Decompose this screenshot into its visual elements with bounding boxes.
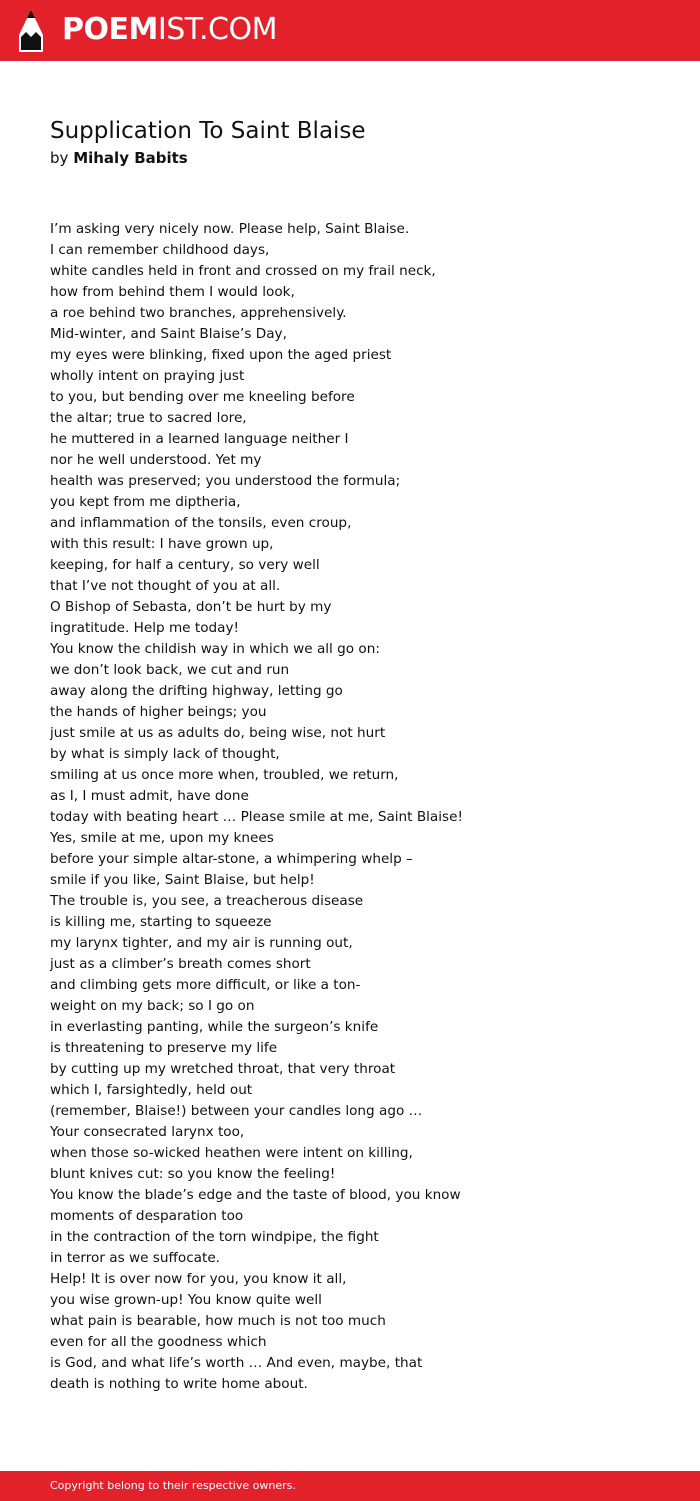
poem-line: is God, and what life’s worth … And even, maybe, that (50, 1355, 423, 1371)
poem-line: by what is simply lack of thought, (50, 746, 280, 762)
logo-bold-text: POEM (62, 12, 158, 47)
poem-line: is killing me, starting to squeeze (50, 914, 272, 930)
by-label: by (50, 149, 69, 167)
poem-line: the altar; true to sacred lore, (50, 410, 247, 426)
poem-line: The trouble is, you see, a treacherous disease (50, 893, 364, 909)
poem-line: smile if you like, Saint Blaise, but help! (50, 872, 315, 888)
poem-line: death is nothing to write home about. (50, 1376, 308, 1392)
poem-line: keeping, for half a century, so very well (50, 557, 320, 573)
poem-line: the hands of higher beings; you (50, 704, 267, 720)
logo-light-text: IST.COM (157, 12, 277, 47)
poem-line: health was preserved; you understood the formula; (50, 473, 401, 489)
poem-line: how from behind them I would look, (50, 284, 295, 300)
poem-line: nor he well understood. Yet my (50, 452, 262, 468)
site-header (0, 0, 700, 61)
poem-line: just as a climber’s breath comes short (50, 956, 311, 972)
poem-line: in everlasting panting, while the surgeon’s knife (50, 1019, 379, 1035)
poem-line: you wise grown-up! You know quite well (50, 1292, 322, 1308)
poem-line: today with beating heart … Please smile at me, Saint Blaise! (50, 809, 463, 825)
poem-line: I’m asking very nicely now. Please help, Saint Blaise. (50, 221, 410, 237)
poem-line: Your consecrated larynx too, (50, 1124, 245, 1140)
poem-line: blunt knives cut: so you know the feeling! (50, 1166, 336, 1182)
poem-line: with this result: I have grown up, (50, 536, 274, 552)
poem-line: by cutting up my wretched throat, that very throat (50, 1061, 396, 1077)
poem-title: Supplication To Saint Blaise (50, 118, 366, 144)
poem-line: that I’ve not thought of you at all. (50, 578, 281, 594)
poem-line: we don’t look back, we cut and run (50, 662, 290, 678)
byline (50, 148, 188, 169)
poem-line: moments of desparation too (50, 1208, 244, 1224)
poem-line: Yes, smile at me, upon my knees (50, 830, 274, 846)
poem-line: which I, farsightedly, held out (50, 1082, 253, 1098)
poem-line: he muttered in a learned language neither I (50, 431, 349, 447)
poem-line: in the contraction of the torn windpipe, the fight (50, 1229, 379, 1245)
poem-line: a roe behind two branches, apprehensively. (50, 305, 347, 321)
author-name: Mihaly Babits (73, 149, 188, 167)
poem-line: in terror as we suffocate. (50, 1250, 221, 1266)
poem-line: white candles held in front and crossed on my frail neck, (50, 263, 436, 279)
poem-line: You know the childish way in which we all go on: (50, 641, 380, 657)
poem-line: my eyes were blinking, fixed upon the aged priest (50, 347, 392, 363)
poem-line: just smile at us as adults do, being wise, not hurt (50, 725, 386, 741)
poem-line: weight on my back; so I go on (50, 998, 255, 1014)
poem-line: my larynx tighter, and my air is running out, (50, 935, 353, 951)
site-footer (0, 1471, 700, 1501)
site-logo[interactable] (62, 11, 277, 49)
poem-line: before your simple altar-stone, a whimpering whelp – (50, 851, 413, 867)
poem-line: and climbing gets more difficult, or like a ton- (50, 977, 361, 993)
poem-line: Mid-winter, and Saint Blaise’s Day, (50, 326, 287, 342)
poem-line: Help! It is over now for you, you know it all, (50, 1271, 347, 1287)
copyright-text: Copyright belong to their respective owners. (50, 1479, 296, 1492)
pencil-tip-icon (18, 9, 44, 53)
poem-line: I can remember childhood days, (50, 242, 270, 258)
poem-line: to you, but bending over me kneeling before (50, 389, 355, 405)
poem-line: away along the drifting highway, letting go (50, 683, 343, 699)
poem-line: even for all the goodness which (50, 1334, 267, 1350)
poem-line: is threatening to preserve my life (50, 1040, 278, 1056)
poem-body (50, 219, 670, 1395)
poem-line: smiling at us once more when, troubled, we return, (50, 767, 399, 783)
poem-line: you kept from me diptheria, (50, 494, 241, 510)
poem-line: what pain is bearable, how much is not too much (50, 1313, 386, 1329)
poem-line: O Bishop of Sebasta, don’t be hurt by my (50, 599, 332, 615)
poem-line: when those so-wicked heathen were intent on killing, (50, 1145, 413, 1161)
poem-line: wholly intent on praying just (50, 368, 245, 384)
poem-line: ingratitude. Help me today! (50, 620, 239, 636)
poem-line: You know the blade’s edge and the taste of blood, you know (50, 1187, 461, 1203)
poem-line: and inflammation of the tonsils, even croup, (50, 515, 352, 531)
poem-line: (remember, Blaise!) between your candles long ago … (50, 1103, 423, 1119)
poem-line: as I, I must admit, have done (50, 788, 249, 804)
